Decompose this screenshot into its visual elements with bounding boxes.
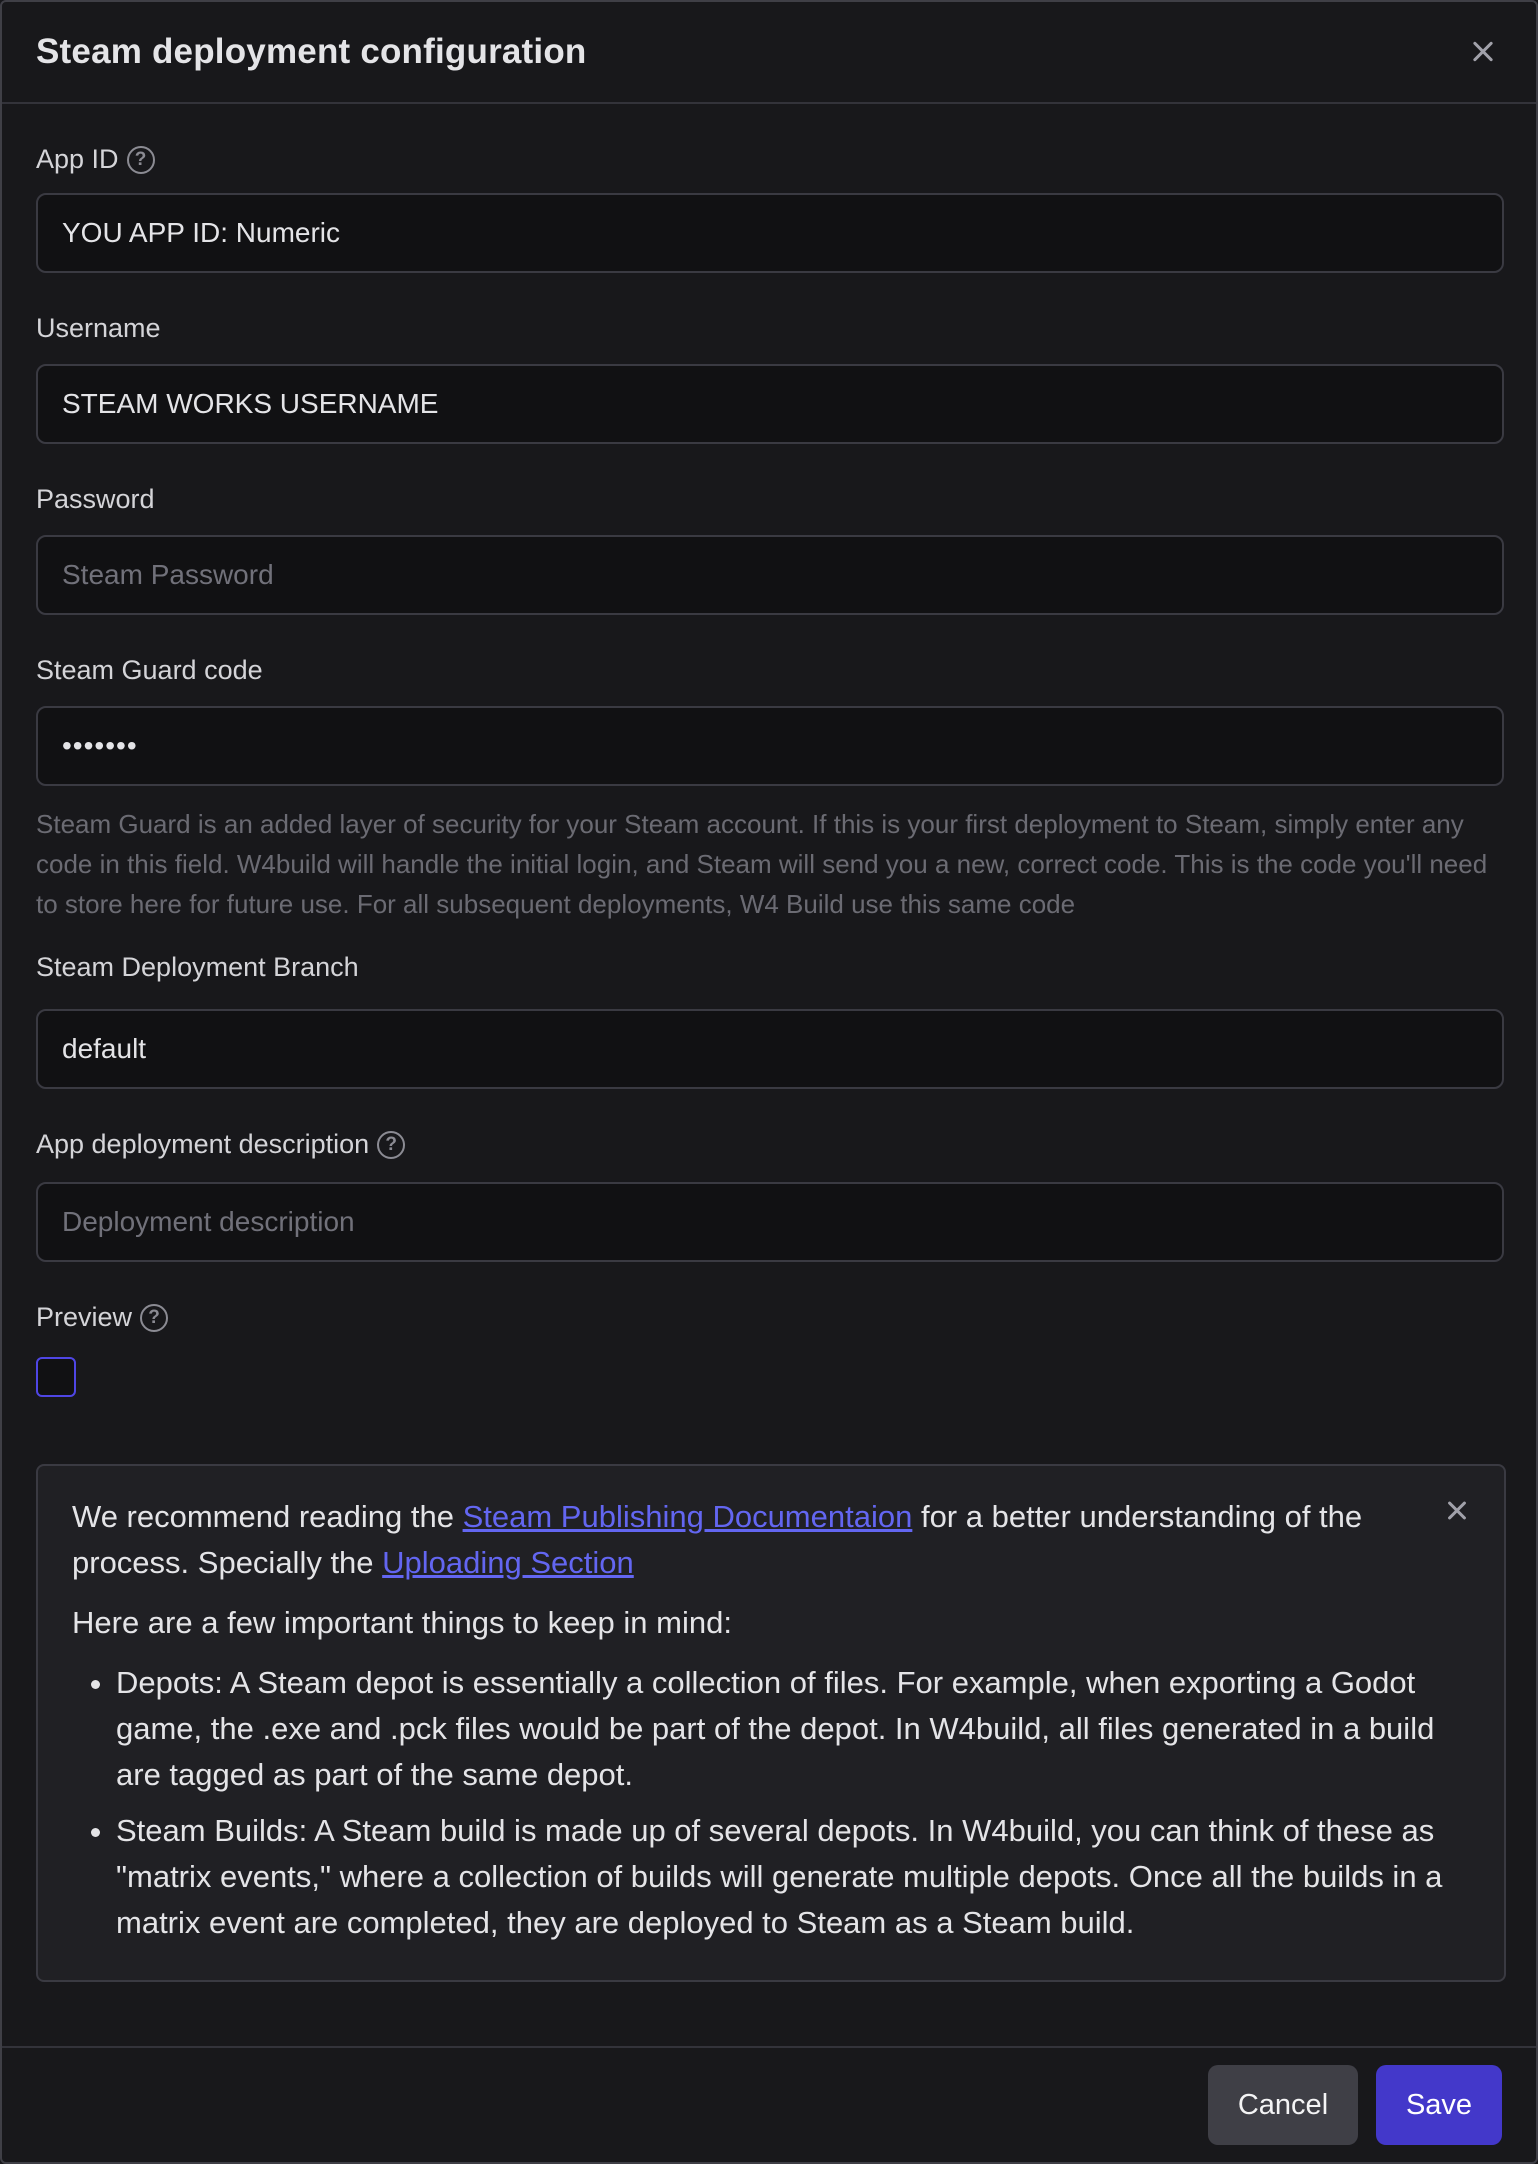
info-lead: Here are a few important things to keep in mind: [72, 1605, 732, 1640]
steam-guard-hint: Steam Guard is an added layer of security for your Steam account. If this is your first deployment to Steam, simply enter any code in this field. W4build will handle the initial login, and Steam will send you a new, correct code. This is the code you'll need to store here for future use. For all subsequent deployments, W4 Build use this same code [36, 809, 1488, 919]
info-intro [72, 1494, 1470, 1586]
info-callout [36, 1464, 1506, 1982]
branch-label: Steam Deployment Branch [36, 952, 359, 982]
app-id-label: App ID [36, 144, 119, 174]
steam-guard-label-row [36, 655, 1502, 686]
close-icon[interactable] [1466, 35, 1500, 69]
username-label: Username [36, 313, 161, 343]
description-label: App deployment description [36, 1129, 370, 1159]
info-intro-text: for a better understanding of the process. Specially the [72, 1499, 1363, 1580]
help-icon[interactable]: ? [127, 146, 155, 174]
branch-input[interactable]: default [36, 1009, 1504, 1089]
password-label-row [36, 484, 1502, 515]
username-label-row [36, 313, 1502, 344]
list-item: • Steam Builds: A Steam build is made up of several depots. In W4build, you can think of these as "matrix events," where a collection of builds will generate multiple depots. Once all the builds in a matrix event are completed, they are deployed to Steam as a Steam build. [116, 1808, 1470, 1946]
steam-guard-input[interactable]: ••••••• [36, 706, 1504, 786]
save-button[interactable]: Save [1376, 2065, 1502, 2145]
help-icon[interactable]: ? [140, 1304, 168, 1332]
cancel-button[interactable]: Cancel [1208, 2065, 1358, 2145]
dialog-header [2, 2, 1536, 104]
preview-label: Preview [36, 1302, 133, 1332]
dialog-title: Steam deployment configuration [36, 32, 587, 71]
steam-guard-label: Steam Guard code [36, 655, 263, 685]
app-id-label-row [36, 144, 1502, 175]
info-list [72, 1660, 1470, 1946]
description-input[interactable]: Deployment description [36, 1182, 1504, 1262]
password-label: Password [36, 484, 155, 514]
uploading-section-link[interactable]: Uploading Section [382, 1545, 634, 1580]
info-intro-text: We recommend reading the [72, 1499, 463, 1534]
password-input[interactable]: Steam Password [36, 535, 1504, 615]
close-icon[interactable] [1442, 1496, 1472, 1526]
steam-publishing-docs-link[interactable]: Steam Publishing Documentaion [462, 1499, 913, 1534]
username-input[interactable]: STEAM WORKS USERNAME [36, 364, 1504, 444]
description-label-row [36, 1129, 1502, 1160]
preview-label-row [36, 1302, 1502, 1333]
preview-checkbox[interactable] [36, 1357, 76, 1397]
branch-label-row [36, 952, 1502, 983]
dialog-footer [2, 2046, 1536, 2162]
app-id-input[interactable]: YOU APP ID: Numeric [36, 193, 1504, 273]
list-item: • Depots: A Steam depot is essentially a collection of files. For example, when exporting a Godot game, the .exe and .pck files would be part of the depot. In W4build, all files generated in a build are tagged as part of the same depot. [116, 1660, 1470, 1798]
help-icon[interactable]: ? [377, 1131, 405, 1159]
dialog-body [2, 144, 1536, 1397]
